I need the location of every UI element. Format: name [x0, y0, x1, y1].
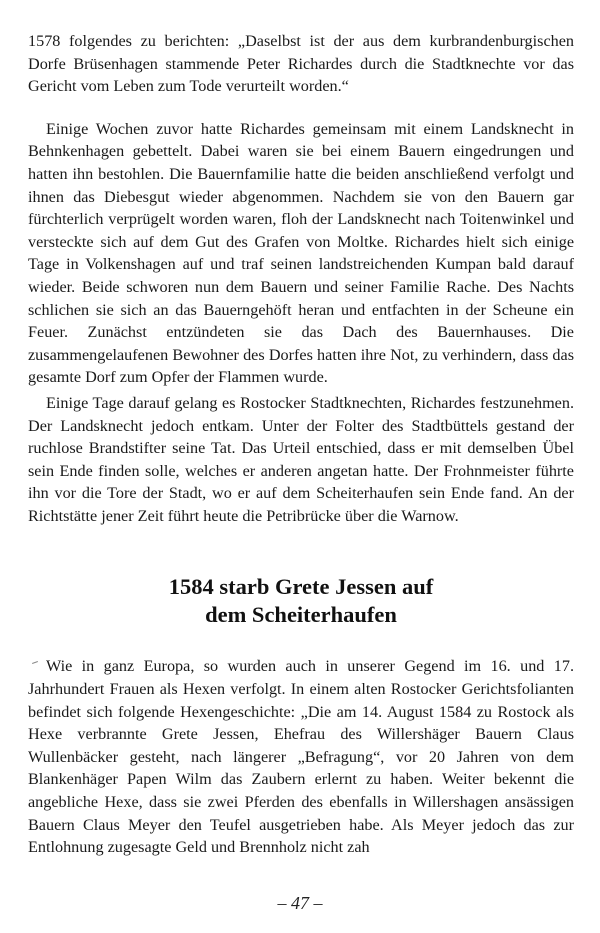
section-heading-line2: dem Scheiterhaufen — [205, 602, 397, 628]
page-number: – 47 – — [277, 893, 323, 913]
paragraph-richardes-arrest: Einige Tage darauf gelang es Rostocker Stadtknechten, Richardes festzunehmen. Der Landsknecht jedoch entkam. Unter der Folter des Stadtbüttels gestand der ruchlose Brandstifter seine Tat. Das Urteil entschied, dass er mit demselben Übel sein Ende finden solle, welches er anderen angetan hatte. Der Frohnmeister führte ihn vor die Tore der Stadt, wo er auf dem Scheiterhaufen sein Ende fand. An der Richtstätte jener Zeit führt heute die Petribrücke über die Warnow. — [28, 393, 574, 525]
page-body — [28, 30, 574, 859]
section-heading — [28, 573, 574, 629]
paragraph-richardes-story: Einige Wochen zuvor hatte Richardes gemeinsam mit einem Landsknecht in Behnkenhagen gebettelt. Dabei waren sie bei einem Bauern eingedrungen und hatten ihn bestohlen. Die Bauernfamilie hatte die beiden anschließend verfolgt und ihnen das Diebesgut wieder abgenommen. Nachdem sie von den Bauern gar fürchterlich verprügelt worden waren, floh der Landsknecht nach Toitenwinkel und versteckte sich auf dem Gut des Grafen von Moltke. Richardes hielt sich einige Tage in Volkenshagen auf und traf seinen landstreichenden Kumpan bald darauf wieder. Beide schworen nun dem Bauern und seiner Familie Rache. Des Nachts schlichen sie sich an das Bauerngehöft heran und entfachten in der Scheune ein Feuer. Zunächst entzündeten sie das Dach des Bauernhauses. Die zusammengelaufenen Bewohner des Dorfes hatten ihre Not, zu verhindern, dass das gesamte Dorf zum Opfer der Flammen wurde. — [28, 119, 574, 387]
paragraph-intro: 1578 folgendes zu berichten: „Daselbst ist der aus dem kurbrandenburgischen Dorfe Brüsenhagen stammende Peter Richardes durch die Stadtknechte vor das Gericht vom Leben zum Tode verurteilt worden.“ — [28, 32, 574, 96]
section-heading-line1: 1584 starb Grete Jessen auf — [168, 574, 434, 600]
paragraph-grete-jessen: Wie in ganz Europa, so wurden auch in unserer Gegend im 16. und 17. Jahrhundert Frauen als Hexen verfolgt. In einem alten Rostocker Gerichtsfolianten befindet sich folgende Hexengeschichte: „Die am 14. August 1584 zu Rostock als Hexe verbrannte Grete Jessen, Ehefrau des Willershäger Bauern Claus Wullenbäcker gesteht, nach längerer „Befragung“, vor 20 Jahren von dem Blankenhäger Papen Wilm das Zaubern erlernt zu haben. Weiter bekennt die angebliche Hexe, dass sie zwei Pferden des ebenfalls in Willershagen ansässigen Bauern Claus Meyer den Teufel ausgetrieben habe. Als Meyer jedoch das zur Entlohnung zugesagte Geld und Brennholz nicht zah — [28, 657, 574, 857]
